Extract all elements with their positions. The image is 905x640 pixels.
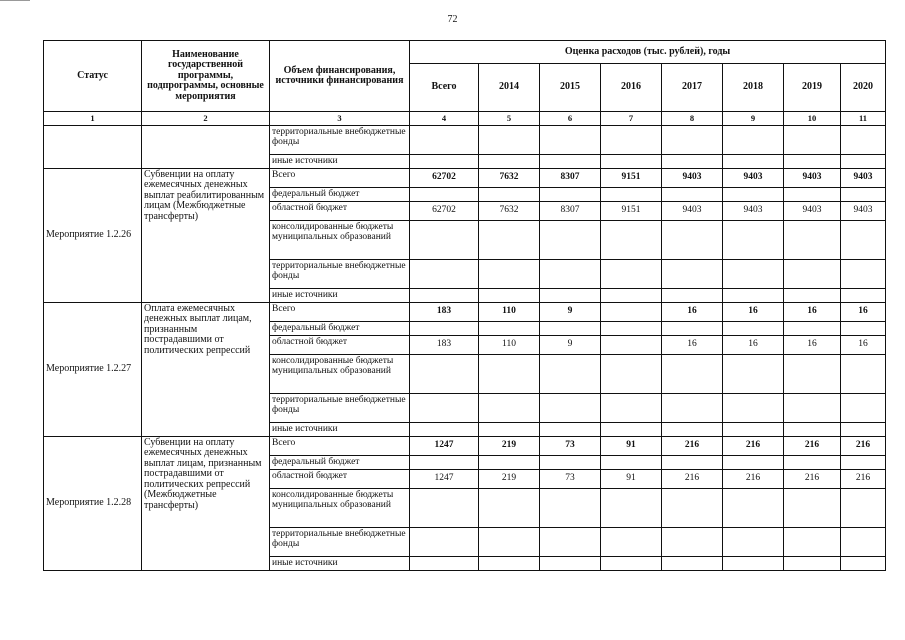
- value-cell: [723, 422, 784, 436]
- column-number: 11: [841, 112, 886, 126]
- source-cell: территориальные внебюджетные фонды: [270, 125, 410, 154]
- value-cell: [601, 422, 662, 436]
- source-cell: иные источники: [270, 288, 410, 302]
- value-cell: [479, 422, 540, 436]
- value-cell: 91: [601, 436, 662, 455]
- value-cell: [410, 259, 479, 288]
- value-cell: [662, 488, 723, 527]
- value-cell: [841, 393, 886, 422]
- value-cell: [723, 288, 784, 302]
- measure-name: Оплата ежемесячных денежных выплат лицам, признанным пострадавшими от политических репрессий: [142, 302, 270, 436]
- value-cell: 62702: [410, 201, 479, 220]
- column-number: 10: [784, 112, 841, 126]
- value-cell: 16: [662, 335, 723, 354]
- value-cell: 219: [479, 436, 540, 455]
- value-cell: [601, 302, 662, 321]
- value-cell: [723, 393, 784, 422]
- name-cell: [142, 125, 270, 168]
- page-number: 72: [447, 14, 458, 25]
- value-cell: [410, 288, 479, 302]
- value-cell: [479, 393, 540, 422]
- value-cell: [601, 393, 662, 422]
- header-estimate: Оценка расходов (тыс. рублей), годы: [410, 41, 886, 64]
- value-cell: 183: [410, 302, 479, 321]
- value-cell: [841, 220, 886, 259]
- source-cell: территориальные внебюджетные фонды: [270, 259, 410, 288]
- value-cell: [723, 455, 784, 469]
- value-cell: [601, 455, 662, 469]
- value-cell: [540, 527, 601, 556]
- value-cell: [410, 422, 479, 436]
- value-cell: [662, 288, 723, 302]
- source-cell: Всего: [270, 302, 410, 321]
- value-cell: [662, 220, 723, 259]
- value-cell: [784, 393, 841, 422]
- value-cell: [601, 220, 662, 259]
- value-cell: [723, 488, 784, 527]
- column-number: 1: [44, 112, 142, 126]
- value-cell: 9403: [784, 201, 841, 220]
- value-cell: [723, 259, 784, 288]
- value-cell: [784, 288, 841, 302]
- value-cell: [841, 187, 886, 201]
- budget-table: [43, 40, 886, 571]
- value-cell: [540, 259, 601, 288]
- column-number: 2: [142, 112, 270, 126]
- source-cell: иные источники: [270, 422, 410, 436]
- value-cell: [784, 556, 841, 570]
- value-cell: [662, 259, 723, 288]
- value-cell: 216: [723, 469, 784, 488]
- header-year-2017: 2017: [662, 64, 723, 112]
- value-cell: [784, 321, 841, 335]
- value-cell: [540, 220, 601, 259]
- table-row: [44, 302, 886, 321]
- value-cell: 16: [784, 302, 841, 321]
- value-cell: 9: [540, 335, 601, 354]
- source-cell: областной бюджет: [270, 335, 410, 354]
- value-cell: [540, 556, 601, 570]
- value-cell: 9403: [784, 168, 841, 187]
- value-cell: 9: [540, 302, 601, 321]
- value-cell: 110: [479, 335, 540, 354]
- value-cell: [601, 321, 662, 335]
- table-row: [44, 436, 886, 455]
- measure-name: Субвенции на оплату ежемесячных денежных выплат лицам, признанным пострадавшими от политических репрессий (Межбюджетные трансферты): [142, 436, 270, 570]
- value-cell: 16: [841, 335, 886, 354]
- source-cell: федеральный бюджет: [270, 455, 410, 469]
- value-cell: [723, 556, 784, 570]
- source-cell: областной бюджет: [270, 469, 410, 488]
- source-cell: территориальные внебюджетные фонды: [270, 393, 410, 422]
- value-cell: [540, 455, 601, 469]
- header-year-2020: 2020: [841, 64, 886, 112]
- column-number: 8: [662, 112, 723, 126]
- value-cell: 110: [479, 302, 540, 321]
- value-cell: [784, 488, 841, 527]
- value-cell: 216: [723, 436, 784, 455]
- header-year-2014: 2014: [479, 64, 540, 112]
- column-number: 5: [479, 112, 540, 126]
- value-cell: [784, 259, 841, 288]
- value-cell: [784, 422, 841, 436]
- source-cell: консолидированные бюджеты муниципальных образований: [270, 220, 410, 259]
- value-cell: [723, 354, 784, 393]
- value-cell: [410, 321, 479, 335]
- value-cell: [784, 455, 841, 469]
- value-cell: [540, 354, 601, 393]
- value-cell: 216: [841, 469, 886, 488]
- value-cell: [841, 527, 886, 556]
- value-cell: [784, 220, 841, 259]
- value-cell: [540, 393, 601, 422]
- value-cell: [410, 488, 479, 527]
- source-cell: Всего: [270, 436, 410, 455]
- value-cell: [601, 259, 662, 288]
- value-cell: [479, 556, 540, 570]
- value-cell: 216: [662, 469, 723, 488]
- value-cell: [662, 321, 723, 335]
- column-number: 9: [723, 112, 784, 126]
- value-cell: 9151: [601, 201, 662, 220]
- corner-scan-mark: [0, 0, 30, 1]
- value-cell: [601, 288, 662, 302]
- value-cell: [601, 354, 662, 393]
- value-cell: 16: [841, 302, 886, 321]
- value-cell: [662, 556, 723, 570]
- value-cell: 7632: [479, 201, 540, 220]
- value-cell: 73: [540, 469, 601, 488]
- value-cell: 216: [784, 436, 841, 455]
- value-cell: 62702: [410, 168, 479, 187]
- column-number: 4: [410, 112, 479, 126]
- column-number: 3: [270, 112, 410, 126]
- measure-status: Мероприятие 1.2.27: [44, 302, 142, 436]
- value-cell: [841, 455, 886, 469]
- value-cell: [841, 321, 886, 335]
- value-cell: [662, 187, 723, 201]
- value-cell: 9403: [841, 168, 886, 187]
- value-cell: [841, 259, 886, 288]
- value-cell: [479, 220, 540, 259]
- header-year-2018: 2018: [723, 64, 784, 112]
- source-cell: Всего: [270, 168, 410, 187]
- table-row: [44, 168, 886, 187]
- value-cell: [479, 259, 540, 288]
- source-cell: иные источники: [270, 154, 410, 168]
- value-cell: 9403: [662, 201, 723, 220]
- value-cell: [410, 527, 479, 556]
- value-cell: [410, 556, 479, 570]
- value-cell: [662, 527, 723, 556]
- value-cell: [479, 527, 540, 556]
- value-cell: [410, 187, 479, 201]
- value-cell: 16: [662, 302, 723, 321]
- value-cell: [410, 455, 479, 469]
- value-cell: [662, 354, 723, 393]
- value-cell: [540, 321, 601, 335]
- value-cell: 216: [841, 436, 886, 455]
- value-cell: 216: [784, 469, 841, 488]
- source-cell: федеральный бюджет: [270, 321, 410, 335]
- value-cell: [841, 288, 886, 302]
- value-cell: [784, 527, 841, 556]
- value-cell: [662, 455, 723, 469]
- measure-status: Мероприятие 1.2.28: [44, 436, 142, 570]
- value-cell: 9403: [841, 201, 886, 220]
- value-cell: 16: [723, 335, 784, 354]
- value-cell: [601, 335, 662, 354]
- value-cell: [784, 187, 841, 201]
- value-cell: [784, 354, 841, 393]
- value-cell: [479, 321, 540, 335]
- value-cell: [410, 354, 479, 393]
- value-cell: [662, 422, 723, 436]
- value-cell: [723, 187, 784, 201]
- value-cell: [601, 527, 662, 556]
- value-cell: [479, 288, 540, 302]
- value-cell: [479, 187, 540, 201]
- header-year-2019: 2019: [784, 64, 841, 112]
- value-cell: 16: [784, 335, 841, 354]
- column-number-row: [44, 112, 886, 126]
- value-cell: [540, 288, 601, 302]
- header-volume: Объем финансирования, источники финансирования: [270, 41, 410, 112]
- value-cell: 91: [601, 469, 662, 488]
- value-cell: [479, 354, 540, 393]
- value-cell: 73: [540, 436, 601, 455]
- source-cell: федеральный бюджет: [270, 187, 410, 201]
- value-cell: 1247: [410, 436, 479, 455]
- table-row: [44, 125, 886, 154]
- value-cell: 7632: [479, 168, 540, 187]
- value-cell: [601, 488, 662, 527]
- value-cell: [723, 527, 784, 556]
- value-cell: 8307: [540, 168, 601, 187]
- value-cell: [540, 488, 601, 527]
- table-body: [44, 125, 886, 570]
- header-status: Статус: [44, 41, 142, 112]
- header-year-2015: 2015: [540, 64, 601, 112]
- measure-status: Мероприятие 1.2.26: [44, 168, 142, 302]
- source-cell: областной бюджет: [270, 201, 410, 220]
- value-cell: 8307: [540, 201, 601, 220]
- source-cell: территориальные внебюджетные фонды: [270, 527, 410, 556]
- measure-name: Субвенции на оплату ежемесячных денежных выплат реабилитированным лицам (Межбюджетные трансферты): [142, 168, 270, 302]
- value-cell: 9403: [723, 201, 784, 220]
- source-cell: консолидированные бюджеты муниципальных образований: [270, 488, 410, 527]
- value-cell: 16: [723, 302, 784, 321]
- value-cell: [841, 556, 886, 570]
- source-cell: консолидированные бюджеты муниципальных образований: [270, 354, 410, 393]
- value-cell: [841, 488, 886, 527]
- header-year-total: Всего: [410, 64, 479, 112]
- header-year-2016: 2016: [601, 64, 662, 112]
- value-cell: 183: [410, 335, 479, 354]
- value-cell: [841, 422, 886, 436]
- value-cell: 9151: [601, 168, 662, 187]
- value-cell: [601, 556, 662, 570]
- value-cell: [540, 187, 601, 201]
- status-cell: [44, 125, 142, 168]
- value-cell: [662, 393, 723, 422]
- column-number: 6: [540, 112, 601, 126]
- value-cell: [601, 187, 662, 201]
- value-cell: [723, 220, 784, 259]
- value-cell: [479, 488, 540, 527]
- value-cell: [410, 220, 479, 259]
- value-cell: [479, 455, 540, 469]
- value-cell: 9403: [662, 168, 723, 187]
- value-cell: 9403: [723, 168, 784, 187]
- value-cell: [410, 393, 479, 422]
- value-cell: 216: [662, 436, 723, 455]
- value-cell: [723, 321, 784, 335]
- column-number: 7: [601, 112, 662, 126]
- value-cell: 1247: [410, 469, 479, 488]
- value-cell: [841, 354, 886, 393]
- value-cell: 219: [479, 469, 540, 488]
- value-cell: [540, 422, 601, 436]
- source-cell: иные источники: [270, 556, 410, 570]
- header-name: Наименование государственной программы, подпрограммы, основные мероприятия: [142, 41, 270, 112]
